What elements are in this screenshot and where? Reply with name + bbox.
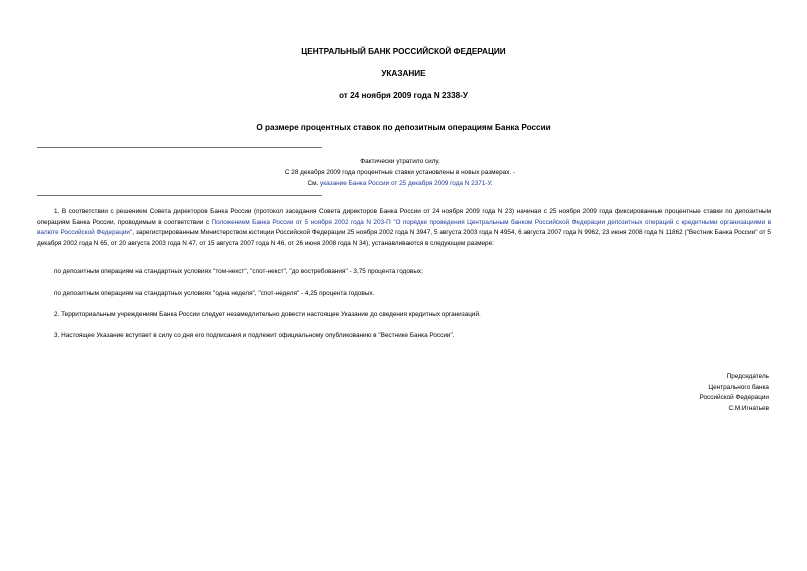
paragraph-3	[37, 331, 771, 342]
rate-item-1	[37, 267, 771, 278]
paragraph-1	[37, 207, 771, 249]
paragraph-2	[37, 310, 771, 321]
bank-title: ЦЕНТРАЛЬНЫЙ БАНК РОССИЙСКОЙ ФЕДЕРАЦИИ	[301, 47, 506, 56]
status-note-line2: С 28 декабря 2009 года процентные ставки установлены в новых размерах. -	[284, 169, 516, 176]
document-subject: О размере процентных ставок по депозитным операциям Банка России	[256, 123, 551, 132]
paragraph-2-text: 2. Территориальным учреждениям Банка России следует незамедлительно довести настоящее Указание до сведения кредитных организаций.	[54, 311, 481, 318]
top-divider	[37, 147, 322, 148]
bottom-divider	[37, 195, 322, 196]
paragraph-1-text-b: , зарегистрированным Министерством юстиции Российской Федерации 25 ноября 2002 года N 3947, 5 августа 2003 года N 4954, 6 августа 2007 года N 9962, 23 июня 2008 года N 11862 ("Вестник Банка России" от 5 декабря 2002 года N 65, от 20 августа 2003 года N 47, от 15 августа 2007 года N 46, от 26 июня 2008 года N 34), устанавливаются в следующем размере:	[37, 229, 771, 247]
rate-item-2-text: по депозитным операциям на стандартных условиях "одна неделя", "спот-неделя" - 4,25 процента годовых.	[54, 290, 375, 297]
rate-item-2	[37, 289, 771, 300]
paragraph-3-text: 3. Настоящее Указание вступает в силу со дня его подписания и подлежит официальному опубликованию в "Вестнике Банка России".	[54, 332, 455, 339]
rate-item-1-text: по депозитным операциям на стандартных условиях "том-некст", "спот-некст", "до востребования" - 3,75 процента годовых;	[54, 268, 423, 275]
signature-name: С.М.Игнатьев	[728, 405, 769, 412]
document-date-number: от 24 ноября 2009 года N 2338-У	[338, 91, 468, 100]
signature-title: Председатель	[726, 373, 769, 380]
replacement-directive-link[interactable]: указание Банка России от 25 декабря 2009 года N 2371-У	[320, 180, 491, 187]
status-note-prefix: См.	[307, 180, 321, 187]
regulation-203p-link[interactable]: Положением Банка России от 5 ноября 2002 года N 203-П "О порядке проведения Центральным банком Российской Федерации депозитных операций с кредитными организациями в валюте Российской Федерации"	[37, 218, 771, 237]
signature-org-line1: Центрального банка	[708, 384, 769, 391]
paragraph-1-text-a: 1. В соответствии с решением Совета директоров Банка России (протокол заседания Совета директоров Банка России от 24 ноября 2009 года N 23) начиная с 25 ноября 2009 года фиксированные процентные ставки по депозитным операциям Банка России, проводимым в соответствии с	[37, 208, 771, 226]
signature-org-line2: Российской Федерации	[699, 394, 769, 401]
status-note-suffix: .	[490, 180, 493, 187]
status-note-line1: Фактически утратило силу.	[360, 158, 440, 165]
document-type: УКАЗАНИЕ	[381, 69, 426, 78]
status-note-line3	[160, 179, 640, 190]
